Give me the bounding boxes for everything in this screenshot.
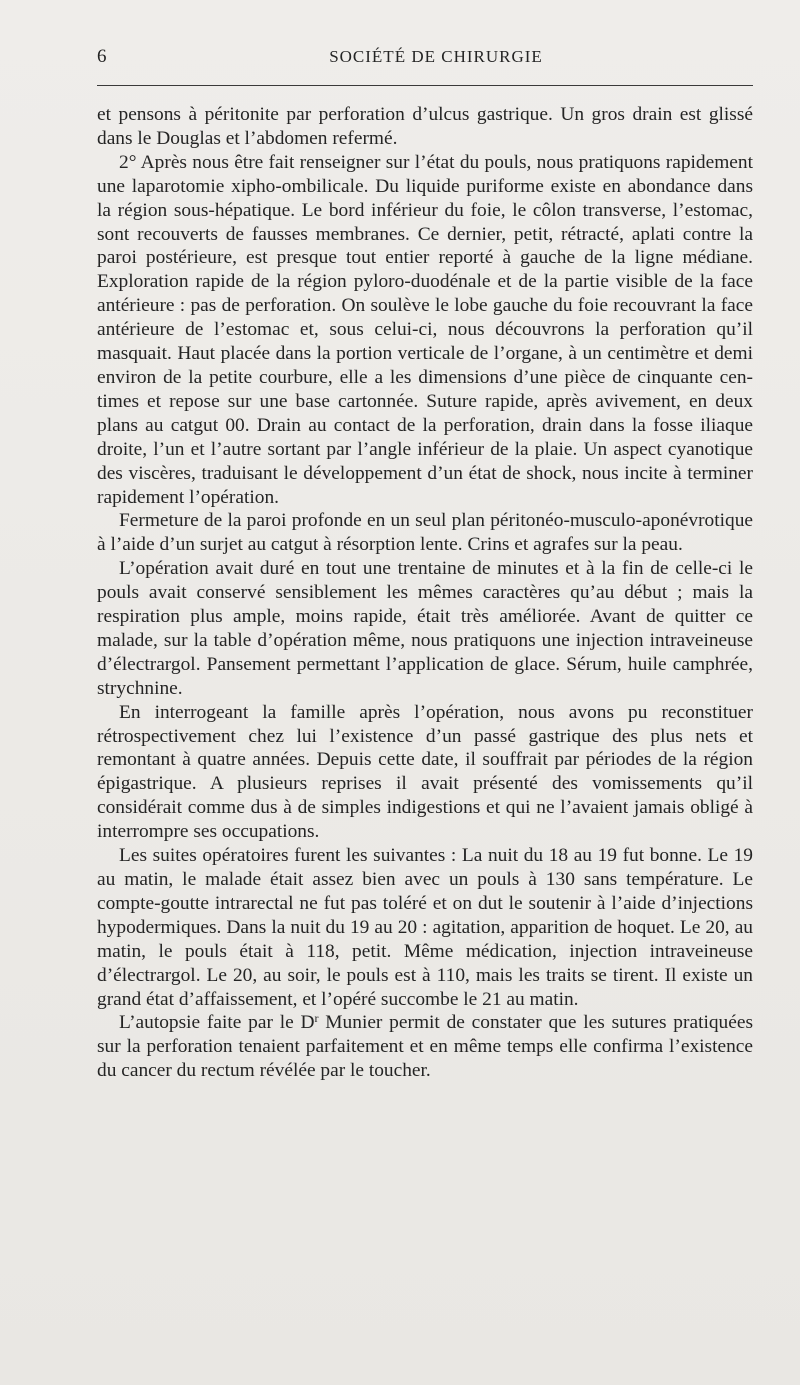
paragraph-text-start: L’autopsie faite par le D bbox=[119, 1012, 315, 1034]
superscript: r bbox=[314, 1011, 319, 1026]
paragraph: et pensons à péritonite par perforation d’ulcus gastrique. Un gros drain est glissé dans le Douglas et l’abdomen refermé. bbox=[97, 104, 753, 149]
paragraph-text-end: Munier permit de constater que les sutures pratiquées sur la perforation tenaient parfaitement et en même temps elle confirma l’existence du cancer du rectum révélée par le toucher. bbox=[97, 1012, 753, 1082]
paragraph: Fermeture de la paroi profonde en un seul plan péritonéo-musculo-aponévrotique à l’aide d’un surjet au catgut à résorption lente. Crins et agrafes sur la peau. bbox=[97, 510, 753, 556]
body-text bbox=[97, 103, 753, 1083]
running-head: SOCIÉTÉ DE CHIRURGIE bbox=[329, 47, 543, 66]
paragraph-autopsy bbox=[97, 1011, 753, 1083]
paragraph: 2° Après nous être fait renseigner sur l’état du pouls, nous pratiquons rapidement une laparotomie xipho-ombilicale. Du liquide puriforme existe en abondance dans la région sous-hépatique. Le bord inférieur du foie, le côlon transverse, l’estomac, sont recouverts de fausses membranes. Ce dernier, petit, rétracté, aplati contre la paroi postérieure, est presque tout entier reporté à gauche de la ligne médiane. Exploration rapide de la région pyloro-duodénale et de la partie visible de la face antérieure : pas de perforation. On soulève le lobe gauche du foie recouvrant la face antérieure de l’estomac et, sous celui-ci, nous découvrons la perforation qu’il masquait. Haut placée dans la portion verticale de l’organe, à un centimètre et demi environ de la petite courbure, elle a les dimensions d’une pièce de cinquante centimes et repose sur une base cartonnée. Suture rapide, après avivement, en deux plans au catgut 00. Drain au contact de la perforation, drain dans la fosse iliaque droite, l’un et l’autre sortant par l’angle inférieur de la plaie. Un aspect cyanotique des viscères, traduisant le développement d’un état de shock, nous incite à terminer rapidement l’opération. bbox=[97, 151, 753, 508]
paragraph: L’opération avait duré en tout une trentaine de minutes et à la fin de celle-ci le pouls avait conservé sensiblement les mêmes caractères qu’au début ; mais la respiration plus ample, moins rapide, était très améliorée. Avant de quitter ce malade, sur la table d’opération même, nous pratiquons une injection intraveineuse d’électrargol. Pansement permettant l’application de glace. Sérum, huile camphrée, strychnine. bbox=[97, 558, 753, 699]
paragraph: Les suites opératoires furent les suivantes : La nuit du 18 au 19 fut bonne. Le 19 au matin, le malade était assez bien avec un pouls à 130 sans température. Le compte-goutte intrarectal ne fut pas toléré et on dut le soutenir à l’aide d’injections hypodermiques. Dans la nuit du 19 au 20 : agitation, apparition de hoquet. Le 20, au matin, le pouls était à 118, petit. Même médication, injection intraveineuse d’électrargol. Le 20, au soir, le pouls est à 110, mais les traits se tirent. Il existe un grand état d’affaissement, et l’opéré succombe le 21 au matin. bbox=[97, 845, 753, 1010]
page-number: 6 bbox=[97, 46, 107, 67]
header-rule bbox=[97, 85, 753, 86]
paragraph: En interrogeant la famille après l’opération, nous avons pu reconstituer rétrospectivement chez lui l’existence d’un passé gastrique des plus nets et remontant à quatre années. Depuis cette date, il souffrait par périodes de la région épigastrique. A plusieurs reprises il avait présenté des vomissements qu’il considérait comme dus à de simples indigestions et qui ne l’avaient jamais obligé à interrompre ses occupations. bbox=[97, 701, 753, 843]
page-header bbox=[97, 46, 753, 68]
